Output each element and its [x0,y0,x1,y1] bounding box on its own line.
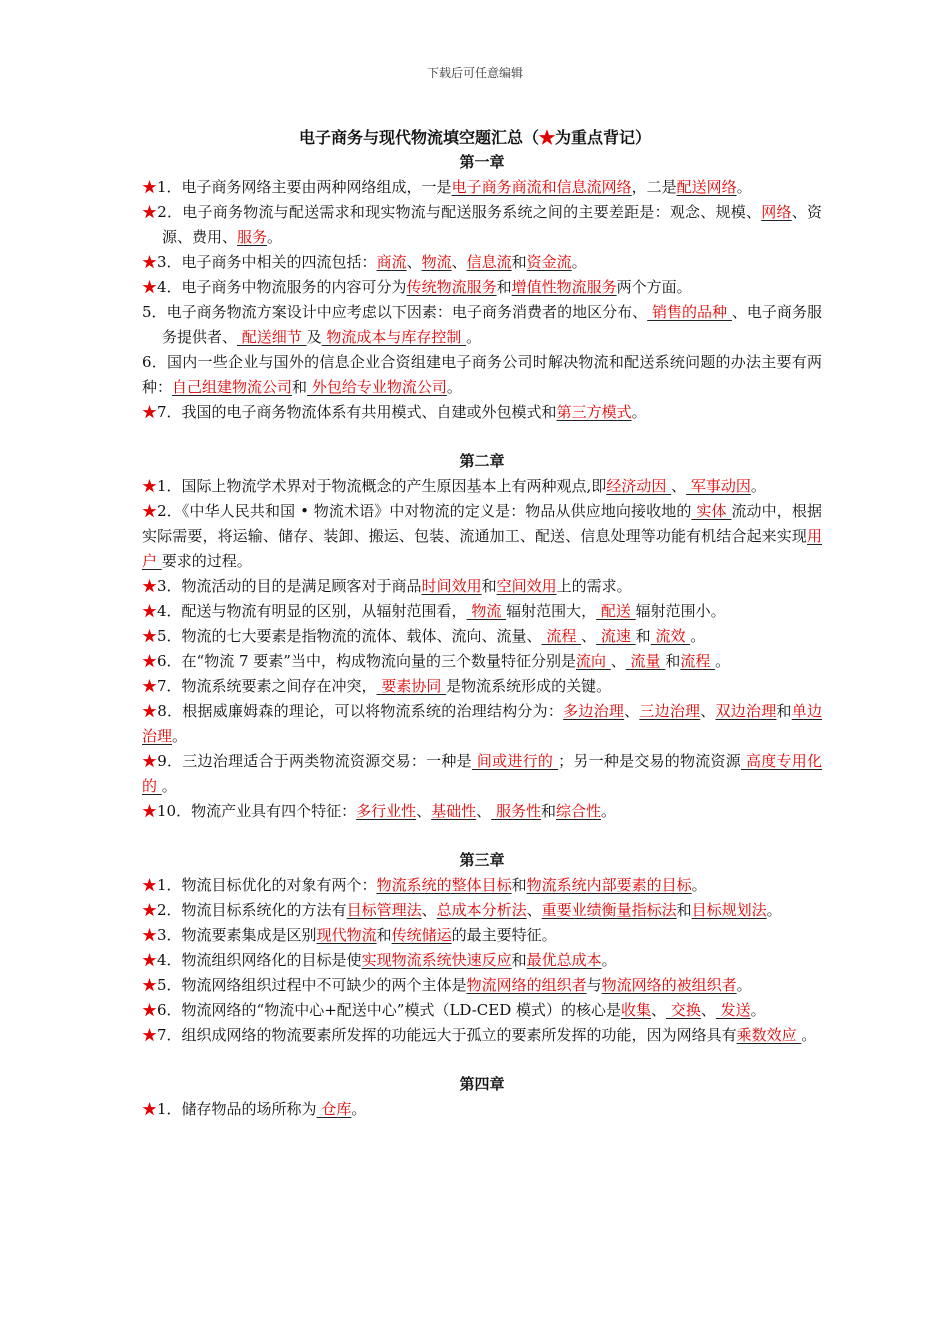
question-text: 和 [676,901,692,919]
chapter-spacer [142,425,822,449]
answer-blank: 流程 [680,652,716,670]
star-icon: ★ [142,178,158,196]
chapter-heading: 第四章 [459,1075,505,1093]
answer-blank: 配送细节 [237,328,307,346]
chapter-spacer [142,1048,822,1072]
question-text: 7．组织成网络的物流要素所发挥的功能远大于孤立的要素所发挥的功能，因为网络具有 [157,1026,737,1044]
answer-blank: 网络 [761,203,792,221]
question-text: 辐射范围小。 [635,602,726,620]
answer-blank: 增值性物流服务 [511,278,617,296]
star-icon: ★ [142,901,158,919]
question-text: 10．物流产业具有四个特征： [157,802,357,820]
star-icon: ★ [142,1001,158,1019]
question-text: 1．物流目标优化的对象有两个： [157,876,377,894]
question-item [142,1097,822,1122]
question-text: 、 [651,1001,667,1019]
question-item [142,1023,822,1048]
question-text: 。 [801,1026,817,1044]
question-text: 。 [766,901,782,919]
answer-blank: 时间效用 [421,577,482,595]
answer-blank: 实体 [691,502,732,520]
question-item [142,973,822,998]
question-item [142,275,822,300]
question-text: ；另一种是交易的物流资源 [558,752,742,770]
question-text: 两个方面。 [616,278,692,296]
answer-blank: 多边治理 [563,702,625,720]
question-item [142,250,822,275]
question-text: 。 [600,802,616,820]
star-icon: ★ [142,253,158,271]
answer-blank: 销售的品种 [647,303,732,321]
star-icon: ★ [142,926,158,944]
question-text: 。 [736,976,752,994]
question-item [142,799,822,824]
question-item [142,200,822,250]
star-icon: ★ [142,577,158,595]
answer-blank: 商流 [376,253,407,271]
question-text: 辐射范围大， [506,602,597,620]
question-item [142,873,822,898]
answer-blank: 第三方模式 [556,403,632,421]
question-text: 、 [416,802,432,820]
answer-blank: 流量 [625,652,666,670]
question-text: 2．物流目标系统化的方法有 [157,901,347,919]
question-item [142,699,822,749]
star-icon: ★ [142,876,158,894]
question-text: 、 [610,652,626,670]
answer-blank: 三边治理 [639,702,701,720]
question-text: 。 [691,876,707,894]
question-text: 。 [736,178,752,196]
question-text: 流动中，根据实际需要，将运输、储存、装卸、搬运、包装、流通加工、配送、信息处理等功能有机结合起来实现 [142,502,822,545]
star-icon: ★ [142,1100,158,1118]
answer-blank: 高度专用化的 [142,752,822,795]
answer-blank: 交换 [666,1001,701,1019]
star-icon: ★ [142,802,158,820]
title-prefix: 电子商务与现代物流填空题汇总（ [298,128,539,147]
answer-blank: 配送网络 [676,178,737,196]
question-item [142,474,822,499]
answer-blank: 军事动因 [686,477,751,495]
question-text: 和 [635,627,651,645]
star-icon: ★ [142,752,158,770]
star-icon: ★ [538,128,555,147]
question-text: 。 [446,378,462,396]
title-suffix: 为重点背记） [555,128,652,147]
question-text: 、 [526,901,542,919]
question-item [142,998,822,1023]
answer-blank: 传统储运 [391,926,452,944]
answer-blank: 空间效用 [496,577,557,595]
answer-blank: 重要业绩衡量指标法 [541,901,677,919]
document-title [0,125,950,148]
chapter-heading: 第三章 [459,851,505,869]
question-text: 。 [351,1100,367,1118]
question-text: 。 [715,652,731,670]
answer-blank: 流程 [541,627,582,645]
question-text: 4．物流组织网络化的目标是使 [157,951,362,969]
question-text: 和 [496,278,512,296]
question-text: 2．电子商务物流与配送需求和现实物流与配送服务系统之间的主要差距是：观念、规模、 [157,203,762,221]
question-text: 、 [451,253,467,271]
star-icon: ★ [142,652,158,670]
question-text: 。 [631,403,647,421]
question-item [142,898,822,923]
question-item [142,749,822,799]
page-header: 下载后可任意编辑 [426,66,523,80]
answer-blank: 最优总成本 [526,951,602,969]
answer-blank: 服务性 [491,802,541,820]
answer-blank: 收集 [621,1001,652,1019]
star-icon: ★ [142,203,158,221]
question-text: 和 [511,876,527,894]
question-text: 要求的过程。 [161,552,252,570]
question-text: 是物流系统形成的关键。 [446,677,612,695]
question-text: 7．物流系统要素之间存在冲突， [157,677,377,695]
question-text: 、 [624,702,640,720]
answer-blank: 物流网络的被组织者 [601,976,737,994]
question-text: 。 [267,228,283,246]
question-text: 3．物流要素集成是区别 [157,926,317,944]
answer-blank: 综合性 [555,802,601,820]
star-icon: ★ [142,951,158,969]
answer-blank: 仓库 [316,1100,352,1118]
question-item [142,948,822,973]
question-item [142,499,822,574]
question-item [142,674,822,699]
answer-blank: 目标规划法 [691,901,767,919]
question-text: 8．根据威廉姆森的理论，可以将物流系统的治理结构分为： [157,702,564,720]
question-text: ，二是 [631,178,677,196]
question-text: 上的需求。 [556,577,632,595]
star-icon: ★ [142,677,158,695]
question-text: 3．电子商务中相关的四流包括： [157,253,377,271]
star-icon: ★ [142,602,158,620]
question-item [142,350,822,400]
answer-blank: 流效 [650,627,691,645]
question-text: 4．配送与物流有明显的区别，从辐射范围看， [157,602,467,620]
question-text: 和 [292,378,308,396]
question-text: 、电子商务服务提供者、 [162,303,822,346]
answer-blank: 传统物流服务 [406,278,497,296]
question-text: 。 [571,253,587,271]
question-text: 1．储存物品的场所称为 [157,1100,317,1118]
question-item [142,649,822,674]
star-icon: ★ [142,702,158,720]
star-icon: ★ [142,976,158,994]
question-text: 6．物流网络的“物流中心+配送中心”模式（LD-CED 模式）的核心是 [157,1001,622,1019]
answer-blank: 配送 [596,602,636,620]
question-text: 和 [481,577,497,595]
question-item [142,574,822,599]
question-text: 7．我国的电子商务物流体系有共用模式、自建或外包模式和 [157,403,557,421]
question-text: 5．电子商务物流方案设计中应考虑以下因素：电子商务消费者的地区分布、 [142,303,648,321]
answer-blank: 基础性 [431,802,477,820]
star-icon: ★ [142,1026,158,1044]
question-text: 9．三边治理适合于两类物流资源交易：一种是 [157,752,472,770]
question-text: 和 [540,802,556,820]
question-text: 与 [586,976,602,994]
question-item [142,923,822,948]
star-icon: ★ [142,627,158,645]
question-item [142,175,822,200]
star-icon: ★ [142,502,158,520]
question-text: 5．物流网络组织过程中不可缺少的两个主体是 [157,976,467,994]
answer-blank: 发送 [715,1001,751,1019]
question-text: 。 [690,627,706,645]
answer-blank: 物流 [421,253,452,271]
question-text: 和 [776,702,792,720]
answer-blank: 电子商务商流和信息流网络 [451,178,632,196]
answer-blank: 信息流 [466,253,512,271]
question-text: 1．电子商务网络主要由两种网络组成，一是 [157,178,452,196]
chapter-heading: 第二章 [459,452,505,470]
answer-blank: 总成本分析法 [436,901,527,919]
question-text: 。 [601,951,617,969]
answer-blank: 服务 [237,228,268,246]
question-text: 6．国内一些企业与国外的信息企业合资组建电子商务公司时解决物流和配送系统问题的办法主要有两种： [142,353,822,396]
star-icon: ★ [142,278,158,296]
question-text: 。 [750,1001,766,1019]
question-list [142,150,822,1122]
answer-blank: 乘数效应 [736,1026,802,1044]
question-text: 、 [406,253,422,271]
answer-blank: 物流系统的整体目标 [376,876,512,894]
answer-blank: 外包给专业物流公司 [307,378,447,396]
answer-blank: 目标管理法 [346,901,422,919]
question-text: 、 [700,1001,716,1019]
answer-blank: 实现物流系统快速反应 [361,951,512,969]
answer-blank: 双边治理 [715,702,777,720]
answer-blank: 单边治理 [142,702,822,745]
question-text: 2．《中华人民共和国 • 物流术语》中对物流的定义是：物品从供应地向接收地的 [157,502,692,520]
question-text: 、 [671,477,687,495]
star-icon: ★ [142,403,158,421]
answer-blank: 用户 [142,527,822,570]
question-text: 1．国际上物流学术界对于物流概念的产生原因基本上有两种观点,即 [157,477,607,495]
answer-blank: 流速 [596,627,636,645]
answer-blank: 物流系统内部要素的目标 [526,876,692,894]
question-text: 和 [376,926,392,944]
question-text: 及 [306,328,322,346]
question-text: 、 [581,627,597,645]
question-text: 、资源、费用、 [162,203,822,246]
answer-blank: 现代物流 [316,926,377,944]
answer-blank: 间或进行的 [471,752,559,770]
chapter-heading: 第一章 [459,153,505,171]
answer-blank: 资金流 [526,253,572,271]
question-text: 和 [665,652,681,670]
answer-blank: 物流 [466,602,507,620]
question-item [142,400,822,425]
question-text: 3．物流活动的目的是满足顾客对于商品 [157,577,422,595]
answer-blank: 多行业性 [356,802,417,820]
question-text: 。 [466,328,482,346]
answer-blank: 物流网络的组织者 [466,976,587,994]
question-text: 。 [172,727,188,745]
question-item [142,624,822,649]
star-icon: ★ [142,477,158,495]
question-text: 。 [161,777,177,795]
answer-blank: 物流成本与库存控制 [321,328,467,346]
question-text: 和 [511,253,527,271]
answer-blank: 经济动因 [606,477,672,495]
question-text: 的最主要特征。 [451,926,557,944]
answer-blank: 流向 [575,652,611,670]
question-text: 。 [750,477,766,495]
question-text: 和 [511,951,527,969]
question-text: 4．电子商务中物流服务的内容可分为 [157,278,407,296]
question-text: 6．在“物流 7 要素”当中，构成物流向量的三个数量特征分别是 [157,652,576,670]
question-item [142,599,822,624]
question-text: 、 [700,702,716,720]
answer-blank: 要素协同 [376,677,447,695]
chapter-spacer [142,824,822,848]
answer-blank: 自己组建物流公司 [172,378,293,396]
question-item [142,300,822,350]
question-text: 、 [421,901,437,919]
question-text: 、 [476,802,492,820]
question-text: 5．物流的七大要素是指物流的流体、载体、流向、流量、 [157,627,542,645]
